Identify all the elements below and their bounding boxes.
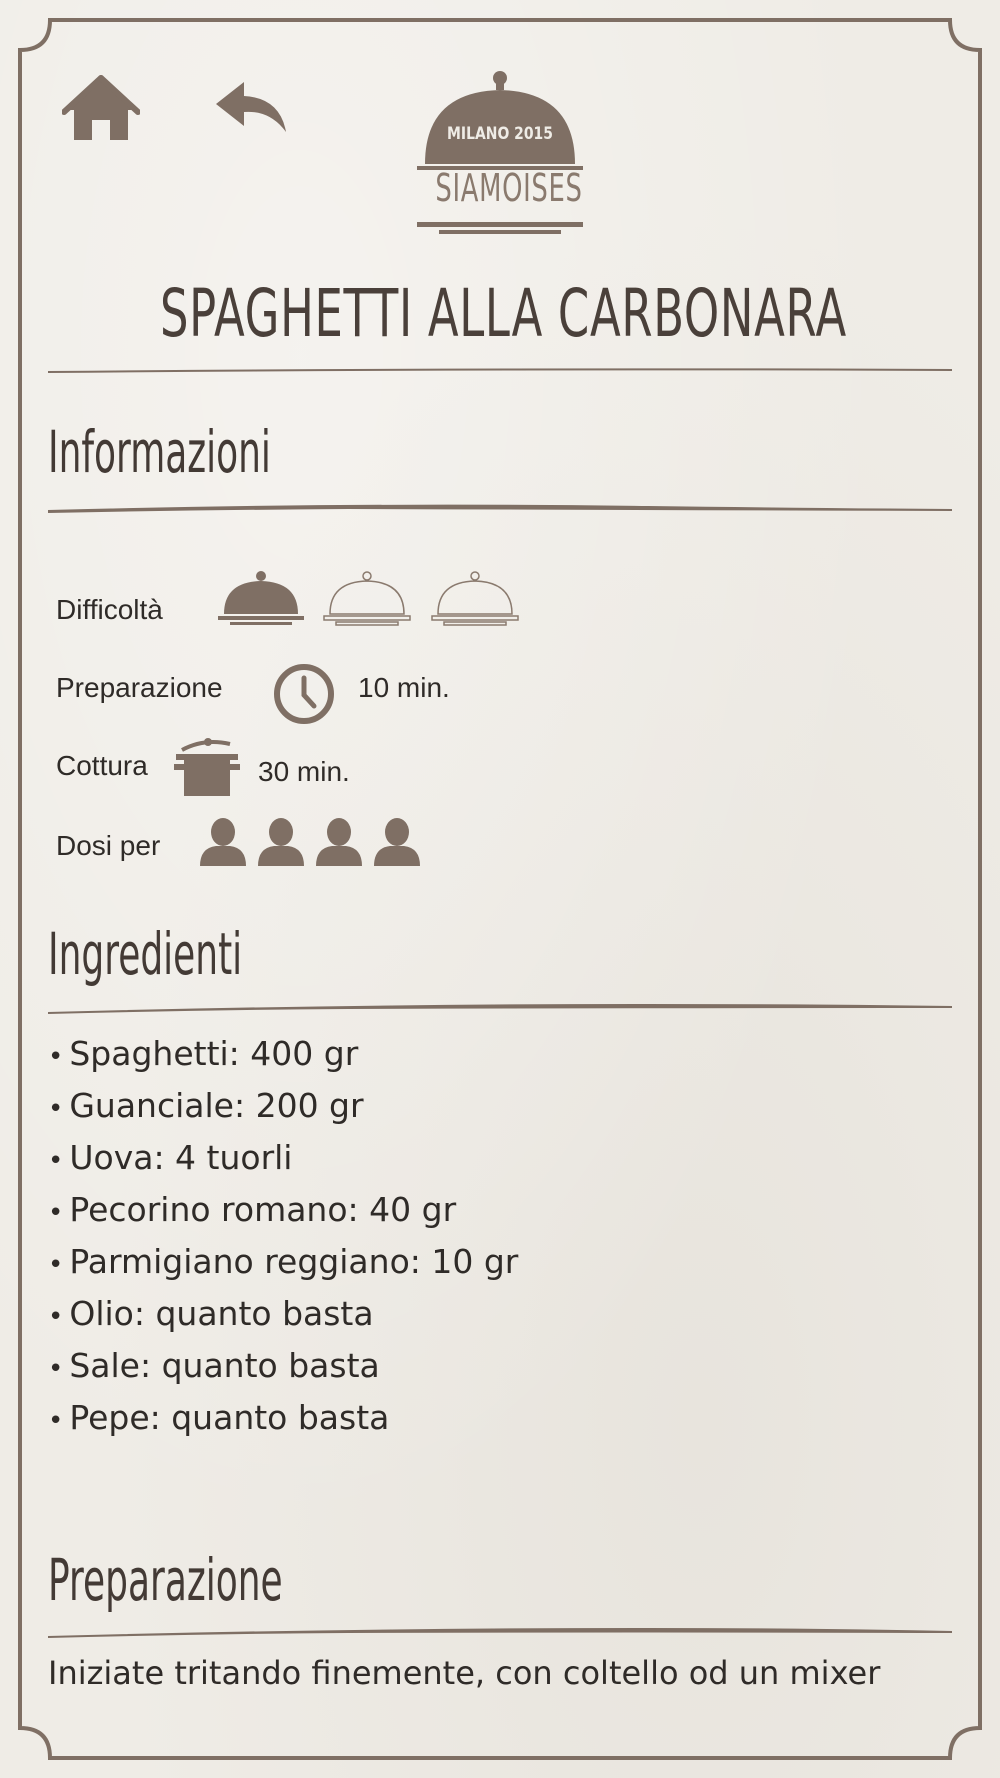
bullet-icon: •	[48, 1094, 64, 1124]
ingredient-item	[48, 1288, 518, 1340]
ingredient-text: Olio: quanto basta	[69, 1294, 374, 1333]
bullet-icon: •	[48, 1354, 64, 1384]
ingredient-text: Pepe: quanto basta	[69, 1398, 390, 1437]
ingredients-section-divider	[48, 1000, 952, 1016]
difficulty-cloche-empty-icon	[430, 570, 520, 628]
bullet-icon: •	[48, 1042, 64, 1072]
ingredient-item	[48, 1184, 518, 1236]
back-arrow-icon	[214, 78, 288, 136]
cooking-label: Cottura	[56, 750, 148, 781]
bullet-icon: •	[48, 1198, 64, 1228]
difficulty-label: Difficoltà	[56, 594, 163, 625]
preparation-label: Preparazione	[56, 672, 223, 703]
home-icon	[62, 74, 140, 142]
ingredient-text: Guanciale: 200 gr	[69, 1086, 364, 1125]
preparation-time: 10 min.	[358, 672, 450, 703]
servings-icons	[198, 816, 428, 868]
logo-city-text: MILANO 2015	[447, 124, 553, 144]
person-icon	[198, 816, 248, 866]
ingredient-item	[48, 1340, 518, 1392]
difficulty-cloche-empty-icon	[322, 570, 412, 628]
preparation-section-divider	[48, 1624, 952, 1640]
ingredients-section-title: Ingredienti	[48, 920, 243, 988]
difficulty-cloche-filled-icon	[216, 570, 306, 628]
ingredient-text: Pecorino romano: 40 gr	[69, 1190, 457, 1229]
ingredient-item	[48, 1080, 518, 1132]
ingredient-text: Uova: 4 tuorli	[69, 1138, 293, 1177]
info-section-divider	[48, 500, 952, 516]
preparation-section-title: Preparazione	[48, 1546, 283, 1614]
bullet-icon: •	[48, 1302, 64, 1332]
preparation-text: Iniziate tritando finemente, con coltello od un mixer	[48, 1654, 881, 1692]
bullet-icon: •	[48, 1406, 64, 1436]
cooking-time: 30 min.	[258, 756, 350, 787]
clock-icon	[272, 662, 336, 726]
siamoises-logo	[405, 70, 595, 240]
ingredient-item	[48, 1236, 518, 1288]
ingredient-text: Sale: quanto basta	[69, 1346, 380, 1385]
ingredient-item	[48, 1028, 518, 1080]
cloche-logo-icon	[405, 70, 595, 240]
person-icon	[372, 816, 422, 866]
person-icon	[256, 816, 306, 866]
bullet-icon: •	[48, 1146, 64, 1176]
pot-icon	[174, 736, 244, 798]
logo-brand-text: SIAMOISES	[435, 166, 583, 210]
page-title: SPAGHETTI ALLA CARBONARA	[160, 275, 847, 352]
ingredient-text: Spaghetti: 400 gr	[69, 1034, 359, 1073]
person-icon	[314, 816, 364, 866]
home-button[interactable]	[62, 74, 140, 142]
ingredient-item	[48, 1132, 518, 1184]
ingredients-list	[48, 1028, 518, 1444]
info-section-title: Informazioni	[48, 418, 271, 486]
ingredient-text: Parmigiano reggiano: 10 gr	[69, 1242, 519, 1281]
back-button[interactable]	[214, 78, 288, 136]
ingredient-item	[48, 1392, 518, 1444]
title-divider	[48, 364, 952, 380]
servings-label: Dosi per	[56, 830, 161, 861]
bullet-icon: •	[48, 1250, 64, 1280]
